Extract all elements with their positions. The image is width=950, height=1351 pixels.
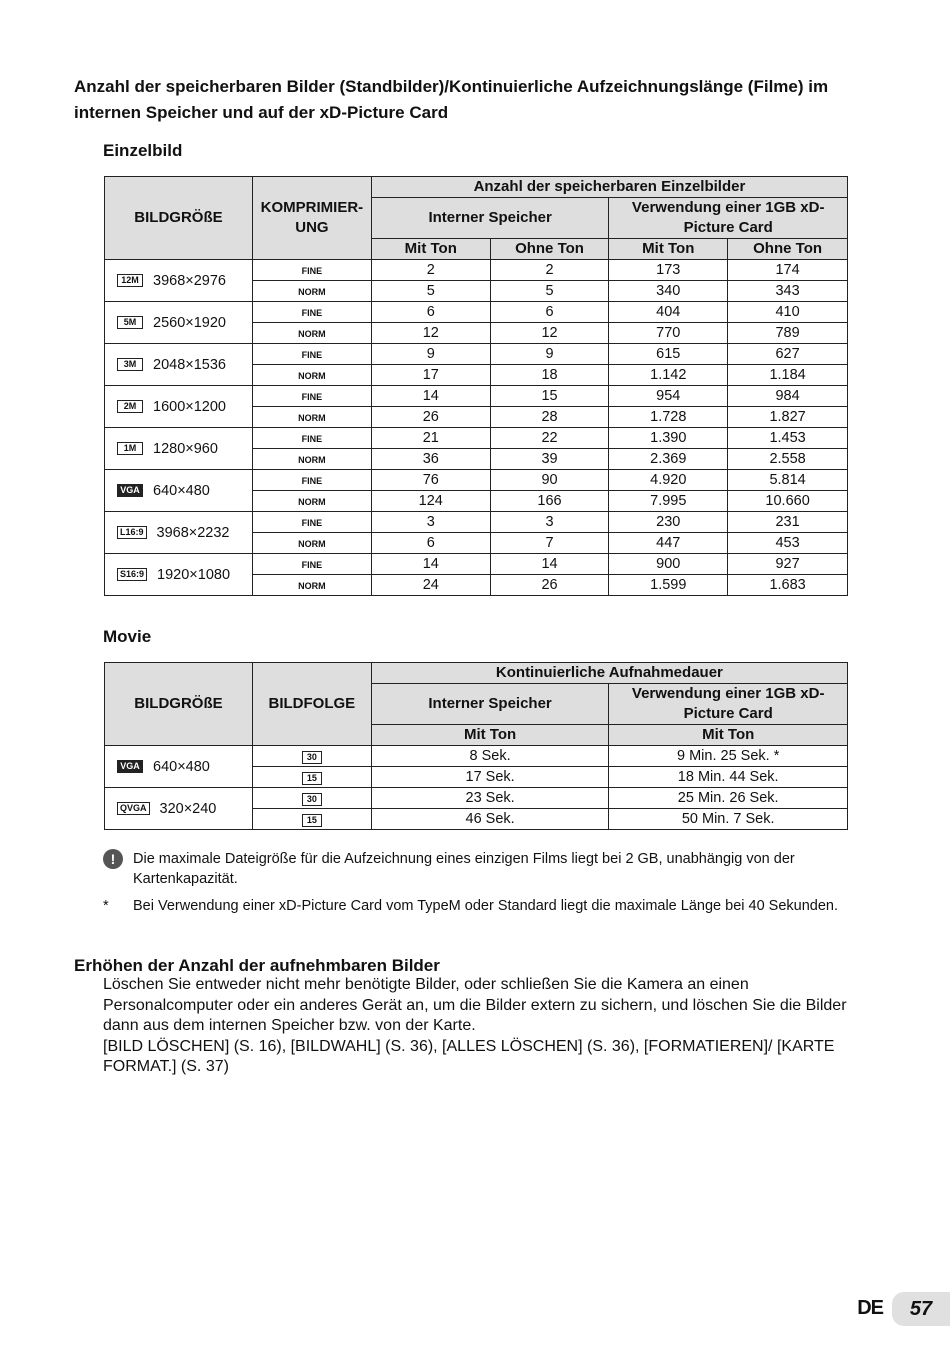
compression-icon: FINE xyxy=(301,559,323,570)
resolution-text: 320×240 xyxy=(159,800,217,817)
image-size-cell xyxy=(105,512,253,554)
count-cell: 1.142 xyxy=(609,365,728,386)
count-cell: 343 xyxy=(728,281,848,302)
count-cell: 6 xyxy=(371,302,490,323)
duration-cell: 9 Min. 25 Sek. * xyxy=(609,746,848,767)
col-header-compression: KOMPRIMIER-UNG xyxy=(252,177,371,260)
col-header-card: Verwendung einer 1GB xD-Picture Card xyxy=(609,684,848,725)
increase-text: Löschen Sie entweder nicht mehr benötigte Bilder, oder schließen Sie die Kamera an einen Personalcomputer oder ein anderes Gerät an, um die Bilder extern zu sichern, und löschen Sie die Bilder dann aus dem internen Speicher bzw. von der Karte. xyxy=(103,976,847,1034)
movie-section-title: Movie xyxy=(103,627,152,646)
image-size-cell xyxy=(105,470,253,512)
count-cell: 447 xyxy=(609,533,728,554)
col-header-card: Verwendung einer 1GB xD-Picture Card xyxy=(609,198,848,239)
compression-icon: NORM xyxy=(298,286,326,297)
image-size-icon: VGA xyxy=(117,484,143,497)
resolution-text: 3968×2976 xyxy=(153,272,226,289)
col-header-size: BILDGRÖßE xyxy=(105,663,253,746)
table-row xyxy=(105,788,848,809)
compression-icon: NORM xyxy=(298,370,326,381)
count-cell: 7.995 xyxy=(609,491,728,512)
table-row xyxy=(105,302,848,323)
resolution-text: 1920×1080 xyxy=(157,566,231,583)
count-cell: 2 xyxy=(371,260,490,281)
compression-icon: FINE xyxy=(301,475,323,486)
count-cell: 627 xyxy=(728,344,848,365)
warning-note: Die maximale Dateigröße für die Aufzeichnung eines einzigen Films liegt bei 2 GB, unabhängig von der Kartenkapazität. xyxy=(133,851,795,887)
image-size-icon: 5M xyxy=(117,316,143,329)
compression-cell xyxy=(252,260,371,281)
compression-cell xyxy=(252,554,371,575)
frame-rate-icon: 15 xyxy=(302,814,322,827)
count-cell: 9 xyxy=(490,344,609,365)
count-cell: 1.728 xyxy=(609,407,728,428)
count-cell: 24 xyxy=(371,575,490,596)
count-cell: 17 xyxy=(371,365,490,386)
compression-icon: NORM xyxy=(298,454,326,465)
compression-icon: NORM xyxy=(298,538,326,549)
frame-rate-icon: 30 xyxy=(302,751,322,764)
count-cell: 340 xyxy=(609,281,728,302)
resolution-text: 640×480 xyxy=(153,758,210,775)
count-cell: 28 xyxy=(490,407,609,428)
col-header-with-sound: Mit Ton xyxy=(371,725,609,746)
count-cell: 789 xyxy=(728,323,848,344)
image-size-cell xyxy=(105,344,253,386)
table-row xyxy=(105,344,848,365)
still-image-table xyxy=(104,176,848,596)
compression-cell xyxy=(252,386,371,407)
count-cell: 173 xyxy=(609,260,728,281)
count-cell: 90 xyxy=(490,470,609,491)
image-size-icon: 12M xyxy=(117,274,143,287)
image-size-cell xyxy=(105,428,253,470)
resolution-text: 640×480 xyxy=(153,482,210,499)
duration-cell: 50 Min. 7 Sek. xyxy=(609,809,848,830)
count-cell: 14 xyxy=(371,554,490,575)
increase-refs: [BILD LÖSCHEN] (S. 16), [BILDWAHL] (S. 36), [ALLES LÖSCHEN] (S. 36), [FORMATIEREN]/ [KARTE FORMAT.] (S. 37) xyxy=(103,1037,835,1075)
image-size-cell xyxy=(105,260,253,302)
compression-icon: NORM xyxy=(298,328,326,339)
still-section-title: Einzelbild xyxy=(103,141,183,160)
count-cell: 14 xyxy=(371,386,490,407)
count-cell: 231 xyxy=(728,512,848,533)
compression-icon: FINE xyxy=(301,349,323,360)
movie-size-icon: QVGA xyxy=(117,802,150,815)
compression-cell xyxy=(252,428,371,449)
table-row xyxy=(105,512,848,533)
table-row xyxy=(105,260,848,281)
resolution-text: 2560×1920 xyxy=(153,314,226,331)
compression-icon: FINE xyxy=(301,265,323,276)
resolution-text: 3968×2232 xyxy=(156,524,230,541)
count-cell: 166 xyxy=(490,491,609,512)
duration-cell: 23 Sek. xyxy=(371,788,609,809)
compression-cell xyxy=(252,491,371,512)
col-header-internal: Interner Speicher xyxy=(371,198,609,239)
table-row xyxy=(105,554,848,575)
count-cell: 404 xyxy=(609,302,728,323)
compression-cell xyxy=(252,365,371,386)
table-row xyxy=(105,470,848,491)
count-cell: 984 xyxy=(728,386,848,407)
count-cell: 5 xyxy=(490,281,609,302)
warning-icon: ! xyxy=(103,849,123,869)
compression-icon: FINE xyxy=(301,391,323,402)
count-cell: 124 xyxy=(371,491,490,512)
page-number: 57 xyxy=(892,1292,950,1326)
frame-rate-cell xyxy=(252,767,371,788)
count-cell: 2.369 xyxy=(609,449,728,470)
count-cell: 18 xyxy=(490,365,609,386)
image-size-cell xyxy=(105,554,253,596)
count-cell: 5 xyxy=(371,281,490,302)
compression-cell xyxy=(252,512,371,533)
count-cell: 900 xyxy=(609,554,728,575)
count-cell: 6 xyxy=(371,533,490,554)
page-heading: Anzahl der speicherbaren Bilder (Standbilder)/Kontinuierliche Aufzeichnungslänge (Filme) im internen Speicher und auf der xD-Picture Card xyxy=(74,77,829,122)
movie-size-icon: VGA xyxy=(117,760,143,773)
count-cell: 14 xyxy=(490,554,609,575)
count-cell: 26 xyxy=(371,407,490,428)
compression-cell xyxy=(252,344,371,365)
movie-size-cell xyxy=(105,788,253,830)
footnote-text: Bei Verwendung einer xD-Picture Card vom TypeM oder Standard liegt die maximale Länge bei 40 Sekunden. xyxy=(133,898,838,914)
language-label: DE xyxy=(857,1297,883,1319)
col-header-without-sound: Ohne Ton xyxy=(490,239,609,260)
count-cell: 2.558 xyxy=(728,449,848,470)
col-header-with-sound: Mit Ton xyxy=(609,239,728,260)
frame-rate-icon: 15 xyxy=(302,772,322,785)
compression-cell xyxy=(252,302,371,323)
frame-rate-cell xyxy=(252,788,371,809)
duration-cell: 18 Min. 44 Sek. xyxy=(609,767,848,788)
compression-cell xyxy=(252,281,371,302)
count-cell: 2 xyxy=(490,260,609,281)
count-cell: 927 xyxy=(728,554,848,575)
count-cell: 615 xyxy=(609,344,728,365)
table-row xyxy=(105,386,848,407)
compression-icon: NORM xyxy=(298,412,326,423)
count-cell: 36 xyxy=(371,449,490,470)
frame-rate-cell xyxy=(252,746,371,767)
increase-body xyxy=(103,975,873,1078)
count-cell: 4.920 xyxy=(609,470,728,491)
count-cell: 3 xyxy=(490,512,609,533)
col-header-with-sound: Mit Ton xyxy=(371,239,490,260)
increase-title: Erhöhen der Anzahl der aufnehmbaren Bilder xyxy=(74,956,440,975)
compression-cell xyxy=(252,575,371,596)
table-row xyxy=(105,746,848,767)
count-cell: 22 xyxy=(490,428,609,449)
count-cell: 6 xyxy=(490,302,609,323)
col-header-frame-rate: BILDFOLGE xyxy=(252,663,371,746)
count-cell: 1.390 xyxy=(609,428,728,449)
resolution-text: 2048×1536 xyxy=(153,356,226,373)
count-cell: 26 xyxy=(490,575,609,596)
count-cell: 954 xyxy=(609,386,728,407)
col-header-size: BILDGRÖßE xyxy=(105,177,253,260)
count-cell: 1.683 xyxy=(728,575,848,596)
count-cell: 9 xyxy=(371,344,490,365)
compression-icon: NORM xyxy=(298,496,326,507)
count-cell: 174 xyxy=(728,260,848,281)
compression-icon: FINE xyxy=(301,517,323,528)
count-cell: 1.827 xyxy=(728,407,848,428)
col-header-duration: Kontinuierliche Aufnahmedauer xyxy=(371,663,847,684)
image-size-icon: L16:9 xyxy=(117,526,147,539)
col-header-with-sound: Mit Ton xyxy=(609,725,848,746)
compression-cell xyxy=(252,449,371,470)
col-header-internal: Interner Speicher xyxy=(371,684,609,725)
duration-cell: 8 Sek. xyxy=(371,746,609,767)
count-cell: 453 xyxy=(728,533,848,554)
count-cell: 1.184 xyxy=(728,365,848,386)
image-size-cell xyxy=(105,386,253,428)
image-size-icon: 2M xyxy=(117,400,143,413)
movie-size-cell xyxy=(105,746,253,788)
count-cell: 1.453 xyxy=(728,428,848,449)
count-cell: 39 xyxy=(490,449,609,470)
frame-rate-icon: 30 xyxy=(302,793,322,806)
compression-icon: NORM xyxy=(298,580,326,591)
resolution-text: 1280×960 xyxy=(153,440,218,457)
image-size-icon: 1M xyxy=(117,442,143,455)
count-cell: 15 xyxy=(490,386,609,407)
table-row xyxy=(105,428,848,449)
movie-table xyxy=(104,662,848,830)
count-cell: 770 xyxy=(609,323,728,344)
compression-icon: FINE xyxy=(301,307,323,318)
count-cell: 12 xyxy=(490,323,609,344)
footnote-mark: * xyxy=(103,898,109,914)
count-cell: 3 xyxy=(371,512,490,533)
col-header-without-sound: Ohne Ton xyxy=(728,239,848,260)
compression-cell xyxy=(252,533,371,554)
duration-cell: 25 Min. 26 Sek. xyxy=(609,788,848,809)
count-cell: 1.599 xyxy=(609,575,728,596)
duration-cell: 46 Sek. xyxy=(371,809,609,830)
count-cell: 12 xyxy=(371,323,490,344)
image-size-icon: 3M xyxy=(117,358,143,371)
col-header-count: Anzahl der speicherbaren Einzelbilder xyxy=(371,177,847,198)
compression-cell xyxy=(252,323,371,344)
image-size-cell xyxy=(105,302,253,344)
compression-cell xyxy=(252,470,371,491)
resolution-text: 1600×1200 xyxy=(153,398,226,415)
count-cell: 230 xyxy=(609,512,728,533)
count-cell: 5.814 xyxy=(728,470,848,491)
compression-cell xyxy=(252,407,371,428)
duration-cell: 17 Sek. xyxy=(371,767,609,788)
count-cell: 10.660 xyxy=(728,491,848,512)
count-cell: 21 xyxy=(371,428,490,449)
compression-icon: FINE xyxy=(301,433,323,444)
count-cell: 7 xyxy=(490,533,609,554)
frame-rate-cell xyxy=(252,809,371,830)
count-cell: 410 xyxy=(728,302,848,323)
count-cell: 76 xyxy=(371,470,490,491)
image-size-icon: S16:9 xyxy=(117,568,147,581)
